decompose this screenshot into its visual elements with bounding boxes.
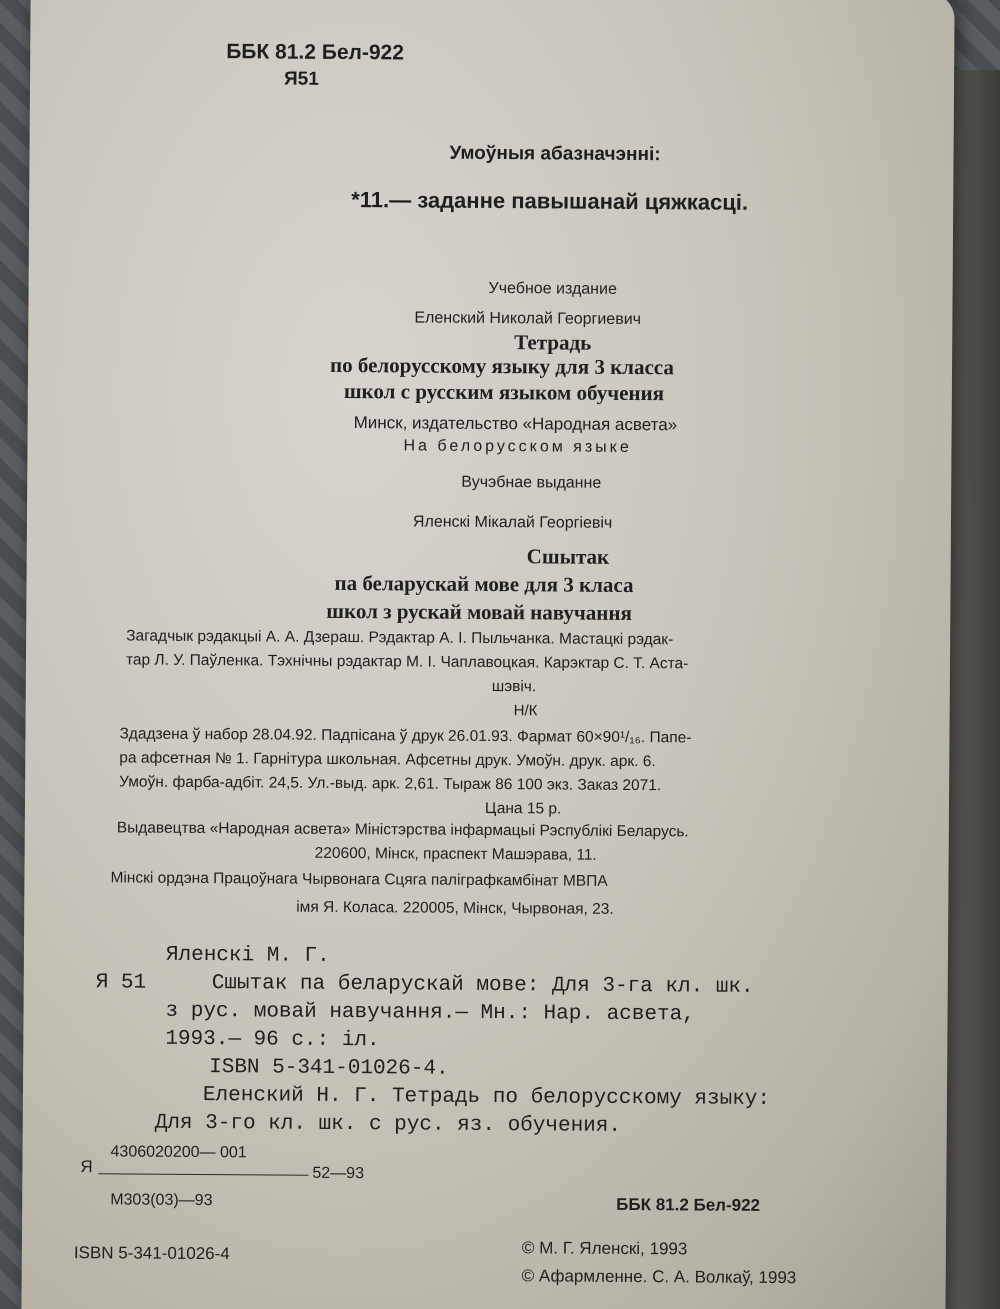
staff-line-2: тар Л. У. Паўленка. Тэхнічны рэдактар М. І. Чаплавоцкая. Карэктар С. Т. Аста- bbox=[125, 651, 689, 673]
catalog-line-2: з рус. мовай навучання.— Мн.: Нар. асвета, bbox=[165, 999, 695, 1027]
imprint-line-1: Выдавецтва «Народная асвета» Міністэрства інфармацыі Рэспублікі Беларусь. bbox=[116, 819, 689, 841]
by-author: Яленскі Мікалай Георгіевіч bbox=[412, 513, 613, 532]
formula-fraction-line bbox=[98, 1173, 308, 1175]
formula-right: 52—93 bbox=[312, 1164, 365, 1183]
print-line-2: ра афсетная № 1. Гарнітура школьная. Афсетны друк. Умоўн. друк. арк. 6. bbox=[119, 749, 656, 771]
catalog-index: Я 51 bbox=[95, 971, 147, 995]
catalog-line-5: Еленский Н. Г. Тетрадь по белорусскому языку: bbox=[202, 1084, 771, 1111]
book-page bbox=[21, 0, 954, 1309]
by-title-3: школ з рускай мовай навучання bbox=[326, 598, 632, 626]
ya-code-top: Я51 bbox=[283, 68, 319, 90]
formula-bottom: М303(03)—93 bbox=[110, 1191, 213, 1210]
by-title-2: па беларускай мове для 3 класа bbox=[334, 570, 634, 598]
catalog-line-6: Для 3-го кл. шк. с рус. яз. обучения. bbox=[154, 1111, 622, 1138]
ru-title-3: школ с русским языком обучения bbox=[343, 378, 665, 406]
legend-item: *11.— заданне павышанай цяжкасці. bbox=[351, 187, 749, 215]
isbn-bottom: ISBN 5-341-01026-4 bbox=[73, 1243, 230, 1264]
by-edition-type: Вучэбнае выданне bbox=[461, 473, 602, 492]
imprint-line-3: Мінскі ордэна Працоўнага Чырвонага Сцяга паліграфкамбінат МВПА bbox=[110, 869, 608, 890]
nk-mark: Н/К bbox=[513, 702, 538, 720]
imprint-line-2: 220600, Мінск, праспект Машэрава, 11. bbox=[314, 844, 597, 864]
catalog-line-1: Сшытак па беларускай мове: Для 3-га кл. шк. bbox=[211, 972, 754, 999]
catalog-author: Яленскі М. Г. bbox=[165, 943, 330, 968]
bbk-code-top: ББК 81.2 Бел-922 bbox=[226, 40, 405, 65]
ru-language-note: На белорусском языке bbox=[403, 437, 632, 456]
staff-line-1: Загадчык рэдакцыі А. А. Дзераш. Рэдактар А. І. Пыльчанка. Мастацкі рэдак- bbox=[126, 627, 674, 649]
formula-ya: Я bbox=[80, 1157, 93, 1177]
copyright-author: © М. Г. Яленскі, 1993 bbox=[521, 1238, 688, 1259]
by-title-1: Сшытак bbox=[526, 544, 610, 569]
copyright-design: © Афармленне. С. А. Волкаў, 1993 bbox=[521, 1266, 797, 1288]
price: Цана 15 р. bbox=[484, 799, 562, 818]
ru-title-1: Тетрадь bbox=[514, 330, 592, 355]
staff-line-3: шэвіч. bbox=[491, 678, 537, 696]
ru-title-2: по белорусскому языку для 3 класса bbox=[329, 352, 674, 380]
legend-title: Умоўныя абазначэнні: bbox=[449, 142, 661, 166]
formula-top: 4306020200— 001 bbox=[110, 1143, 247, 1162]
print-line-1: Здадзена ў набор 28.04.92. Падпісана ў друк 26.01.93. Фармат 60×90¹/₁₆. Папе- bbox=[119, 725, 692, 747]
ru-author: Еленский Николай Георгиевич bbox=[414, 309, 642, 329]
catalog-line-3: 1993.— 96 с.: іл. bbox=[165, 1027, 380, 1053]
ru-edition-type: Учебное издание bbox=[488, 279, 617, 298]
catalog-isbn: ISBN 5-341-01026-4. bbox=[209, 1056, 449, 1081]
ru-publisher: Минск, издательство «Народная асвета» bbox=[353, 413, 678, 435]
print-line-3: Умоўн. фарба-адбіт. 24,5. Ул.-выд. арк. 2,61. Тыраж 86 100 экз. Заказ 2071. bbox=[119, 773, 662, 795]
imprint-line-4: імя Я. Коласа. 220005, Мінск, Чырвоная, 23. bbox=[296, 898, 614, 918]
bbk-code-bottom: ББК 81.2 Бел-922 bbox=[616, 1194, 761, 1215]
